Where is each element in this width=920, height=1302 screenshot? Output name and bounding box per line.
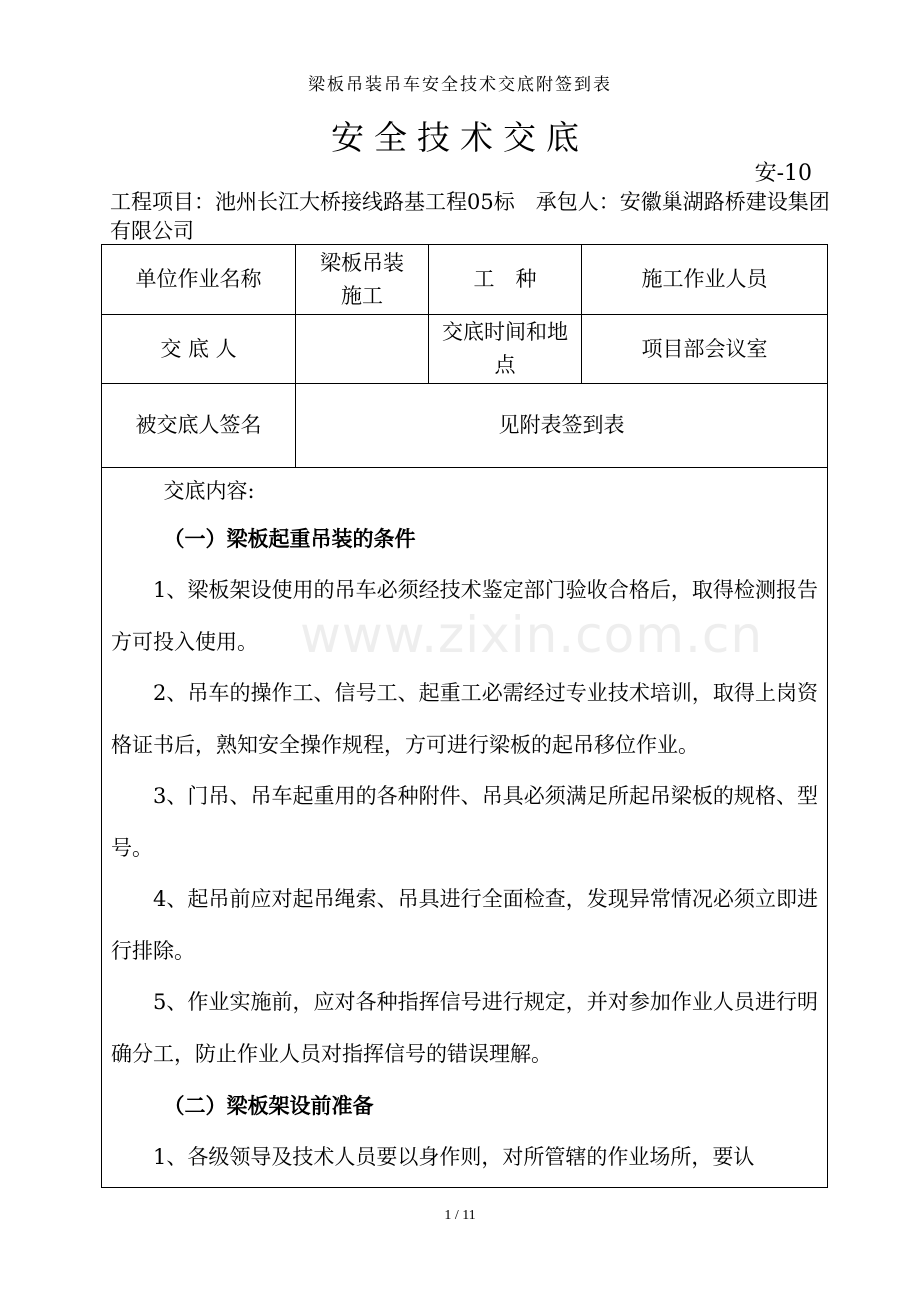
discloser-label: 交 底 人 — [160, 336, 237, 361]
form-row-unit — [102, 245, 827, 315]
watermark: www.zixin.com.cn — [300, 606, 764, 664]
form-row-signature — [102, 384, 827, 468]
section-2-item: 1、各级领导及技术人员要以身作则，对所管辖的作业场所，要认 — [153, 1145, 755, 1169]
signature-value: 见附表签到表 — [295, 384, 827, 467]
disclosure-content — [102, 469, 827, 1184]
section-2-title: （二）梁板架设前准备 — [163, 1093, 374, 1118]
document-header-title: 梁板吊装吊车安全技术交底附签到表 — [308, 75, 612, 95]
discloser-value — [295, 315, 428, 383]
unit-work-name-value: 梁板吊装施工 — [295, 245, 428, 314]
section-1-title: （一）梁板起重吊装的条件 — [163, 526, 416, 551]
work-type-label: 工 种 — [428, 245, 581, 314]
section-1-item: 3、门吊、吊车起重用的各种附件、吊具必须满足所起吊梁板的规格、型号。 — [111, 784, 818, 860]
time-place-label: 交底时间和地点 — [428, 315, 581, 383]
section-1-item: 1、梁板架设使用的吊车必须经技术鉴定部门验收合格后，取得检测报告方可投入使用。 — [111, 578, 818, 654]
section-1-item: 2、吊车的操作工、信号工、起重工必需经过专业技术培训，取得上岗资格证书后，熟知安全操作规程，方可进行梁板的起吊移位作业。 — [111, 681, 818, 757]
section-1-item: 5、作业实施前，应对各种指挥信号进行规定，并对参加作业人员进行明确分工，防止作业人员对指挥信号的错误理解。 — [111, 990, 818, 1066]
signature-label: 被交底人签名 — [135, 413, 262, 437]
time-place-value: 项目部会议室 — [581, 315, 827, 383]
project-line: 工程项目：池州长江大桥接线路基工程05标 承包人：安徽巢湖路桥建设集团有限公司 — [110, 190, 830, 243]
disclosure-form — [101, 244, 828, 1188]
document-code: 安-10 — [754, 161, 812, 186]
section-1-item: 4、起吊前应对起吊绳索、吊具进行全面检查，发现异常情况必须立即进行排除。 — [111, 887, 818, 963]
main-title: 安全技术交底 — [331, 118, 589, 157]
work-type-value: 施工作业人员 — [581, 245, 827, 314]
page-number: 1 / 11 — [444, 1208, 476, 1223]
form-row-discloser — [102, 315, 827, 384]
unit-work-name-label: 单位作业名称 — [135, 267, 262, 291]
content-label: 交底内容: — [163, 479, 255, 503]
